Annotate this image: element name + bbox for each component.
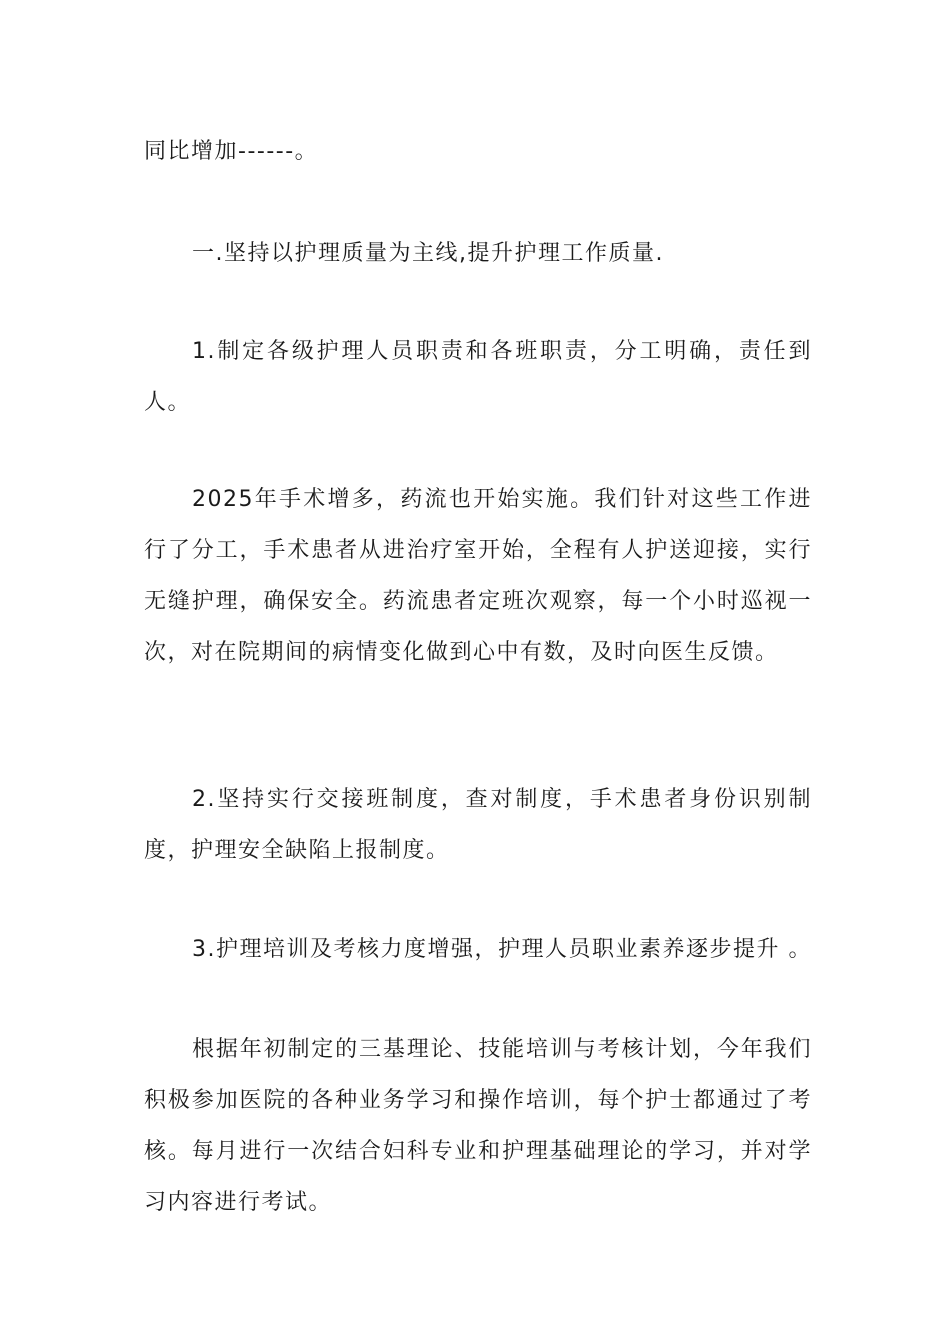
paragraph-continuation: 同比增加------。 (144, 139, 319, 164)
section-heading-1: 一.坚持以护理质量为主线,提升护理工作质量. (192, 241, 664, 266)
item-1-paragraph: 1.制定各级护理人员职责和各班职责，分工明确，责任到人。 (144, 339, 812, 415)
item-2-paragraph: 2.坚持实行交接班制度，查对制度，手术患者身份识别制度，护理安全缺陷上报制度。 (144, 787, 812, 863)
body-paragraph-surgery: 2025年手术增多，药流也开始实施。我们针对这些工作进行了分工，手术患者从进治疗室开始，全程有人护送迎接，实行无缝护理，确保安全。药流患者定班次观察，每一个小时巡视一次，对在院期间的病情变化做到心中有数，及时向医生反馈。 (144, 487, 812, 665)
item-3-paragraph: 3.护理培训及考核力度增强，护理人员职业素养逐步提升 。 (192, 937, 812, 962)
body-paragraph-training: 根据年初制定的三基理论、技能培训与考核计划，今年我们积极参加医院的各种业务学习和操作培训，每个护士都通过了考核。每月进行一次结合妇科专业和护理基础理论的学习，并对学习内容进行考试。 (144, 1037, 812, 1215)
